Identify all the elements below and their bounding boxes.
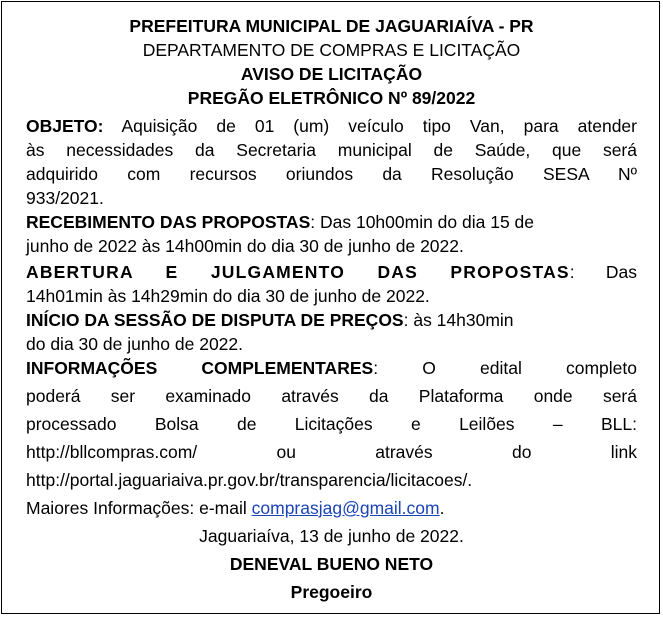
recebimento-label: RECEBIMENTO DAS PROPOSTAS — [26, 212, 311, 232]
inicio-line-2: do dia 30 de junho de 2022. — [26, 334, 243, 354]
info-label: INFORMAÇÕES COMPLEMENTARES — [26, 358, 374, 378]
date-line: Jaguariaíva, 13 de junho de 2022. — [199, 526, 464, 546]
objeto-label: OBJETO: — [26, 116, 104, 136]
signer-name: DENEVAL BUENO NETO — [229, 554, 434, 574]
info-line-5: http://portal.jaguariaiva.pr.gov.br/transparencia/licitacoes/. — [26, 470, 473, 490]
info-line-1: INFORMAÇÕES COMPLEMENTARES: O edital completo — [26, 358, 638, 378]
objeto-line-1: OBJETO: Aquisição de 01 (um) veículo tipo Van, para atender — [26, 116, 637, 136]
contact-line: Maiores Informações: e-mail comprasjag@gmail.com. — [26, 498, 445, 518]
info-line-3: processado Bolsa de Licitações e Leilões – BLL: — [26, 414, 637, 434]
issuer-title: PREFEITURA MUNICIPAL DE JAGUARIAÍVA - PR — [129, 16, 534, 36]
info-line-2: poderá ser examinado através da Plataforma onde será — [26, 386, 637, 406]
signer-role: Pregoeiro — [290, 582, 373, 602]
notice-title: AVISO DE LICITAÇÃO — [240, 64, 423, 84]
info-line-4: http://bllcompras.com/ ou através do link — [26, 442, 637, 462]
abertura-label: ABERTURA E JULGAMENTO DAS PROPOSTAS — [26, 262, 570, 282]
department-title: DEPARTAMENTO DE COMPRAS E LICITAÇÃO — [142, 40, 521, 60]
recebimento-line-2: junho de 2022 às 14h00min do dia 30 de junho de 2022. — [26, 236, 464, 256]
objeto-line-4: 933/2021. — [26, 188, 104, 208]
abertura-line-1: ABERTURA E JULGAMENTO DAS PROPOSTAS: Das — [26, 262, 637, 282]
objeto-line-2: às necessidades da Secretaria municipal de Saúde, que será — [26, 140, 637, 160]
objeto-line-3: adquirido com recursos oriundos da Resolução SESA Nº — [26, 164, 637, 184]
abertura-line-2: 14h01min às 14h29min do dia 30 de junho de 2022. — [26, 286, 430, 306]
inicio-line-1: INÍCIO DA SESSÃO DE DISPUTA DE PREÇOS: às 14h30min — [26, 310, 514, 330]
inicio-label: INÍCIO DA SESSÃO DE DISPUTA DE PREÇOS — [26, 310, 404, 330]
email-link[interactable]: comprasjag@gmail.com — [251, 498, 440, 518]
auction-number: PREGÃO ELETRÔNICO Nº 89/2022 — [187, 88, 476, 108]
recebimento-line-1: RECEBIMENTO DAS PROPOSTAS: Das 10h00min do dia 15 de — [26, 212, 535, 232]
